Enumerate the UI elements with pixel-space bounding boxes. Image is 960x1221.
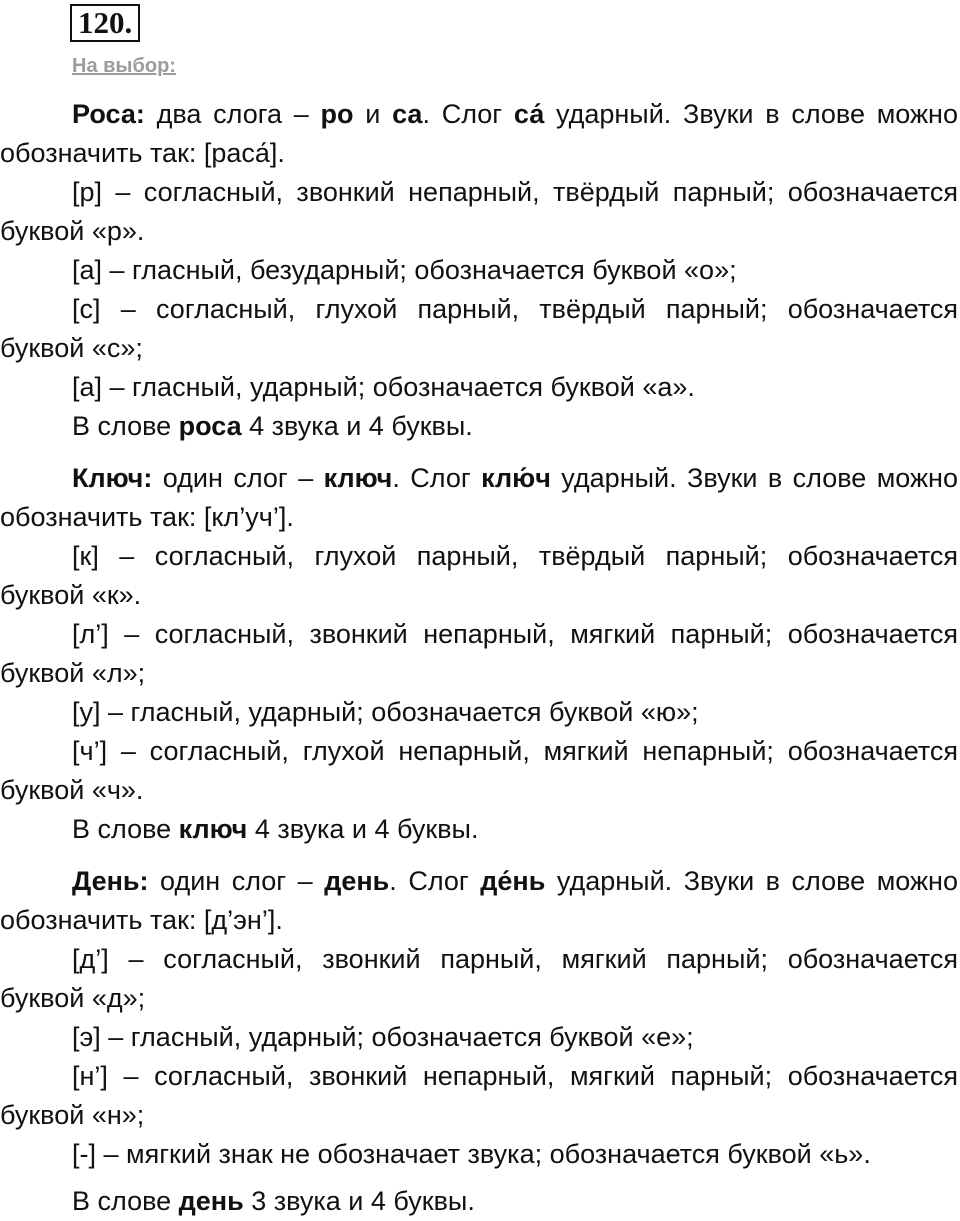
word-intro: Ключ: один слог – ключ. Слог клю́ч ударный. Звуки в слове можно обозначить так: [кл’уч’]. xyxy=(0,463,958,532)
count-word: роса xyxy=(178,411,242,441)
count-word: день xyxy=(178,1186,244,1216)
answer-content xyxy=(0,95,958,1221)
stressed-syllable: клю́ч xyxy=(481,463,551,493)
choice-label: На выбор: xyxy=(72,55,176,77)
sound-line: [к] – согласный, глухой парный, твёрдый парный; обозначается буквой «к». xyxy=(0,541,958,610)
word-block-klyuch xyxy=(0,459,958,849)
word-title: Роса: xyxy=(72,99,145,129)
sound-line: [р] – согласный, звонкий непарный, твёрдый парный; обозначается буквой «р». xyxy=(0,177,958,246)
count-word: ключ xyxy=(178,814,248,844)
word-title: Ключ: xyxy=(72,463,153,493)
word-block-den xyxy=(0,862,958,1221)
word-block-rosa xyxy=(0,95,958,446)
sound-line: [-] – мягкий знак не обозначает звука; обозначается буквой «ь». xyxy=(72,1139,871,1169)
sound-line: [ч’] – согласный, глухой непарный, мягкий непарный; обозначается буквой «ч». xyxy=(0,736,958,805)
sound-line: [у] – гласный, ударный; обозначается буквой «ю»; xyxy=(72,697,699,727)
word-intro: День: один слог – день. Слог де́нь ударный. Звуки в слове можно обозначить так: [д’эн’]. xyxy=(0,866,958,935)
count-line: В слове день 3 звука и 4 буквы. xyxy=(72,1186,475,1216)
count-line: В слове ключ 4 звука и 4 буквы. xyxy=(72,814,479,844)
syllable: са xyxy=(392,99,423,129)
word-title: День: xyxy=(72,866,149,896)
sound-line: [э] – гласный, ударный; обозначается буквой «е»; xyxy=(72,1022,694,1052)
task-number: 120. xyxy=(70,4,140,42)
syllable: ключ xyxy=(323,463,393,493)
count-line: В слове роса 4 звука и 4 буквы. xyxy=(72,411,473,441)
sound-line: [н’] – согласный, звонкий непарный, мягкий парный; обозначается буквой «н»; xyxy=(0,1061,958,1130)
word-intro: Роса: два слога – ро и са. Слог са́ ударный. Звуки в слове можно обозначить так: [раса́]. xyxy=(0,99,958,168)
sound-line: [а] – гласный, ударный; обозначается буквой «а». xyxy=(72,372,695,402)
stressed-syllable: са́ xyxy=(513,99,545,129)
sound-line: [а] – гласный, безударный; обозначается буквой «о»; xyxy=(72,255,737,285)
stressed-syllable: де́нь xyxy=(480,866,546,896)
sound-line: [д’] – согласный, звонкий парный, мягкий парный; обозначается буквой «д»; xyxy=(0,944,958,1013)
syllable: ро xyxy=(320,99,354,129)
sound-line: [л’] – согласный, звонкий непарный, мягкий парный; обозначается буквой «л»; xyxy=(0,619,958,688)
syllable: день xyxy=(324,866,390,896)
sound-line: [с] – согласный, глухой парный, твёрдый парный; обозначается буквой «с»; xyxy=(0,294,958,363)
